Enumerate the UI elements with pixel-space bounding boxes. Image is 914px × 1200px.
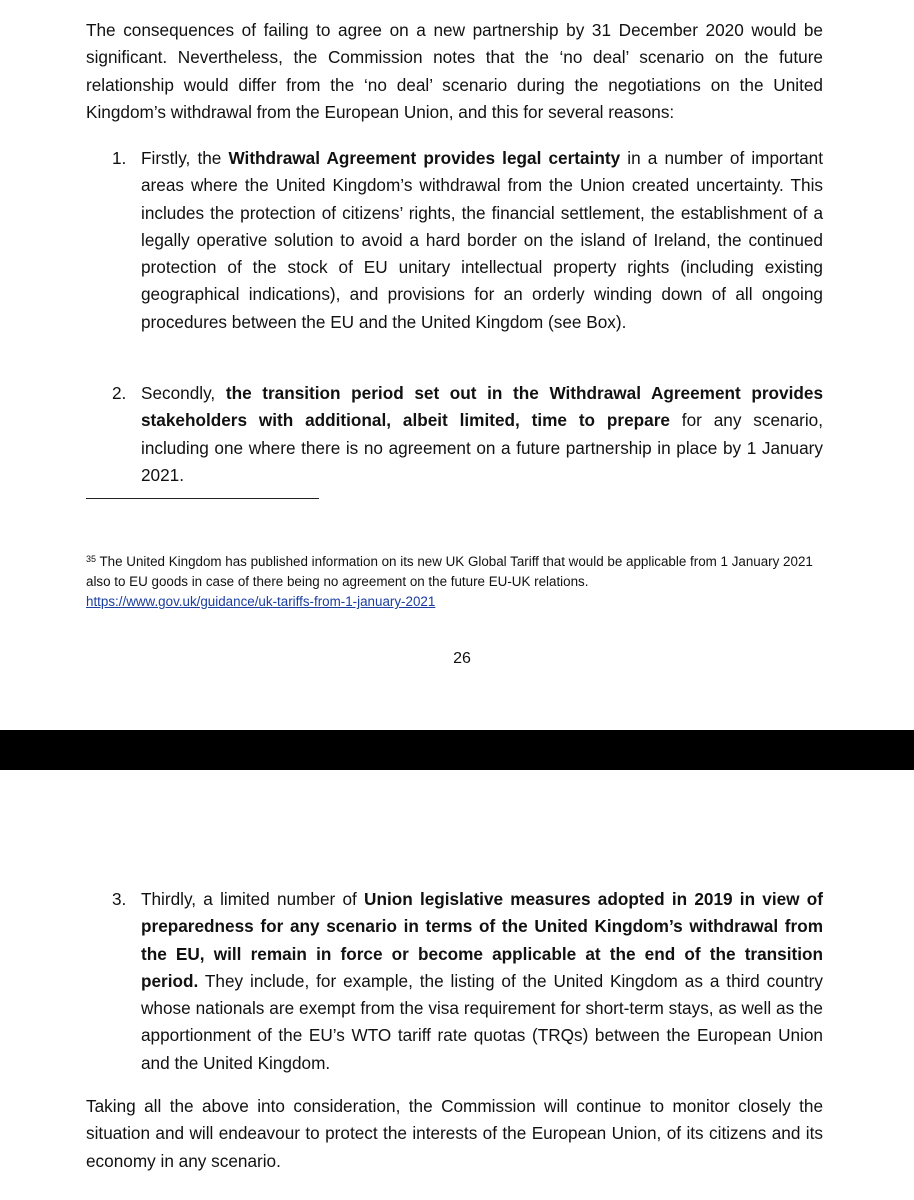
list-item-text-start: Firstly, the	[141, 148, 229, 168]
footnote-link[interactable]: https://www.gov.uk/guidance/uk-tariffs-from-1-january-2021	[86, 594, 436, 609]
footnote-35	[86, 549, 823, 612]
list-item-emphasis: the transition period set out in the Withdrawal Agreement provides stakeholders with additional, albeit limited, time to prepare	[141, 383, 824, 431]
page-separator-bar	[0, 730, 914, 770]
list-item-text-start: Secondly,	[141, 383, 226, 403]
list-item-text	[141, 145, 823, 336]
list-item-emphasis: Withdrawal Agreement provides legal certainty	[228, 148, 621, 168]
list-item-text	[141, 886, 823, 1077]
list-number: 3.	[112, 889, 127, 909]
list-item-text-start: Thirdly, a limited number of	[141, 889, 365, 909]
list-item-2	[86, 380, 823, 489]
conclusion-paragraph: Taking all the above into consideration, the Commission will continue to monitor closely the situation and will endeavour to protect the interests of the European Union, of its citizens and its economy in any scenario.	[86, 1096, 823, 1171]
list-item-emphasis: Union legislative measures adopted in 2019 in view of preparedness for any scenario in terms of the United Kingdom’s withdrawal from the EU, will remain in force or become applicable at the end of the transition period.	[141, 889, 823, 991]
document-page-27	[0, 770, 914, 1200]
list-item-text	[141, 380, 823, 489]
list-item-text-end: They include, for example, the listing of the United Kingdom as a third country whose nationals are exempt from the visa requirement for short-term stays, as well as the apportionment of the EU’s WTO tariff rate quotas (TRQs) between the European Union and the United Kingdom.	[141, 970, 823, 1073]
list-item-1	[86, 145, 823, 336]
footnote-marker: 35	[86, 554, 97, 564]
list-number: 1.	[112, 148, 127, 168]
footnote-divider	[86, 498, 319, 499]
intro-paragraph: The consequences of failing to agree on a new partnership by 31 December 2020 would be significant. Nevertheless, the Commission notes that the ‘no deal’ scenario on the future relationship would differ from the ‘no deal’ scenario during the negotiations on the United Kingdom’s withdrawal from the European Union, and this for several reasons:	[86, 20, 823, 122]
list-number: 2.	[112, 383, 127, 403]
list-item-text-end: for any scenario, including one where there is no agreement on a future partnership in place by 1 January 2021.	[141, 410, 824, 485]
page-number: 26	[453, 650, 471, 667]
list-item-text-end: in a number of important areas where the United Kingdom’s withdrawal from the Union created uncertainty. This includes the protection of citizens’ rights, the financial settlement, the establishment of a legally operative solution to avoid a hard border on the island of Ireland, the continued protection of the stock of EU unitary intellectual property rights (including existing geographical indications), and provisions for an orderly winding down of all ongoing procedures between the EU and the United Kingdom (see Box).	[141, 148, 823, 332]
footnote-text: The United Kingdom has published information on its new UK Global Tariff that would be applicable from 1 January 2021 also to EU goods in case of there being no agreement on the future EU-UK relations.	[86, 554, 813, 589]
list-item-3	[86, 886, 823, 1077]
